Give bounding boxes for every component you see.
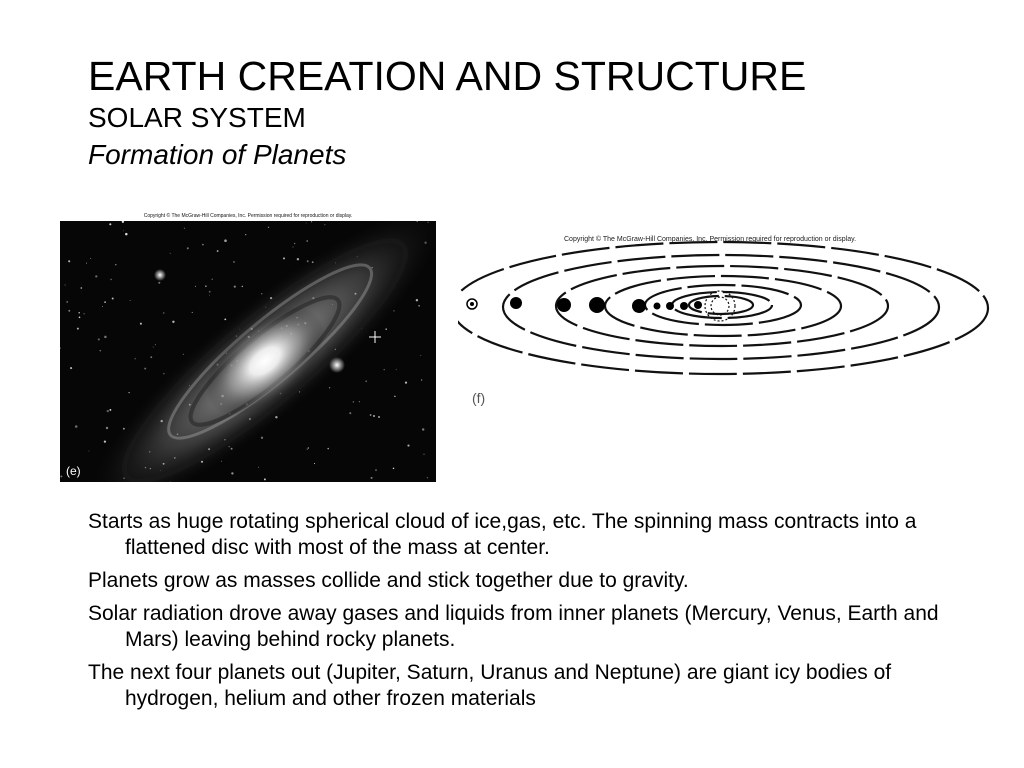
star [106, 427, 108, 429]
star [163, 312, 164, 313]
star [234, 286, 236, 288]
planet-saturn [589, 297, 605, 313]
orbits-drawing [458, 232, 998, 422]
star [370, 414, 372, 416]
bullet-list [88, 509, 948, 719]
star [385, 328, 387, 330]
star [308, 447, 309, 448]
star [427, 477, 428, 478]
star [306, 240, 308, 242]
star [258, 467, 259, 468]
star [79, 316, 81, 318]
star [394, 396, 395, 397]
star [184, 228, 185, 229]
star [327, 448, 328, 449]
star [109, 409, 111, 411]
planet-earth [666, 302, 674, 310]
bullet-item: Planets grow as masses collide and stick together due to gravity. [88, 569, 689, 592]
star [396, 369, 397, 370]
star [314, 463, 315, 464]
star [112, 298, 114, 300]
star [329, 387, 330, 388]
star [307, 449, 308, 450]
star [359, 401, 360, 402]
bullet-item: The next four planets out (Jupiter, Saturn, Uranus and Neptune) are giant icy bodies of hydrogen, helium and other frozen materials [88, 661, 892, 710]
star [90, 258, 91, 259]
planet-jupiter [632, 299, 646, 313]
star [100, 350, 102, 352]
planet-uranus [557, 298, 571, 312]
star [123, 230, 124, 231]
star [128, 392, 129, 393]
planet-neptune [510, 297, 522, 309]
galaxy-image [60, 221, 436, 482]
star [70, 367, 72, 369]
star [130, 300, 131, 301]
star [115, 264, 116, 265]
star [349, 412, 351, 414]
slide-subsubtitle: Formation of Planets [88, 139, 347, 170]
star [66, 301, 68, 303]
star [83, 313, 84, 314]
star [102, 306, 103, 307]
star [187, 247, 189, 249]
star [283, 257, 285, 259]
star [65, 284, 66, 285]
star [233, 261, 235, 263]
star [158, 282, 160, 284]
star [109, 223, 111, 225]
star [297, 258, 299, 260]
planet-mars [654, 303, 661, 310]
star [378, 416, 380, 418]
star [365, 380, 367, 382]
star [170, 253, 171, 254]
galaxy-photo-copyright: Copyright © The McGraw-Hill Companies, Inc. Permission required for reproduction or display. [60, 211, 436, 221]
star [153, 347, 154, 348]
star [144, 368, 146, 370]
star [80, 287, 82, 289]
star [78, 312, 79, 313]
star [104, 440, 106, 442]
star [245, 234, 246, 235]
planet-orbits-diagram [458, 232, 998, 422]
orbits-diagram-copyright: Copyright © The McGraw-Hill Companies, Inc. Permission required for reproduction or display. [564, 236, 857, 243]
star [293, 247, 294, 248]
orbits-diagram-label: (f) [472, 390, 486, 406]
star [371, 477, 373, 479]
star [95, 275, 97, 277]
star [68, 310, 70, 312]
star [393, 468, 394, 469]
star [68, 260, 70, 262]
star [311, 221, 312, 222]
star [231, 472, 233, 474]
slide-title: EARTH CREATION AND STRUCTURE [88, 53, 807, 99]
star [324, 224, 325, 225]
star [375, 469, 377, 471]
star [135, 358, 136, 359]
star [110, 279, 112, 281]
star [195, 286, 196, 287]
star [209, 291, 211, 293]
star [98, 338, 100, 340]
star [423, 454, 424, 455]
star [224, 239, 227, 242]
star [405, 381, 407, 383]
star [416, 299, 418, 301]
star [407, 445, 409, 447]
star [268, 227, 269, 228]
planet-mercury [694, 301, 702, 309]
star [306, 223, 307, 224]
bullet-item: Starts as huge rotating spherical cloud of ice,gas, etc. The spinning mass contracts into a flattened disc with most of the mass at center. [88, 510, 917, 559]
title-block [88, 52, 806, 174]
star [242, 286, 244, 288]
star [172, 321, 174, 323]
star [163, 373, 164, 374]
star [420, 355, 421, 356]
star [140, 323, 142, 325]
slide-subtitle: SOLAR SYSTEM [88, 102, 306, 133]
star [183, 354, 184, 355]
star [104, 336, 107, 339]
star [217, 250, 219, 252]
star [422, 428, 424, 430]
star [107, 410, 109, 412]
star [294, 243, 296, 245]
star [384, 369, 385, 370]
galaxy-photo-label: (e) [66, 464, 81, 478]
star [150, 356, 152, 358]
star [192, 312, 193, 313]
star [353, 401, 354, 402]
star [418, 305, 420, 307]
star [77, 328, 79, 330]
star [155, 344, 156, 345]
star [89, 451, 90, 452]
star [104, 301, 106, 303]
star [209, 295, 210, 296]
star [86, 263, 87, 264]
star [202, 244, 204, 246]
galaxy-photo [60, 211, 436, 482]
star [205, 286, 206, 287]
star [211, 279, 213, 281]
star [421, 379, 422, 380]
planet-venus [680, 302, 688, 310]
star [264, 478, 266, 480]
bullet-item: Solar radiation drove away gases and liquids from inner planets (Mercury, Venus, Earth and Mars) leaving behind rocky planets. [88, 602, 939, 651]
star [373, 415, 375, 417]
star [60, 475, 62, 477]
star [75, 425, 78, 428]
star [125, 233, 128, 236]
